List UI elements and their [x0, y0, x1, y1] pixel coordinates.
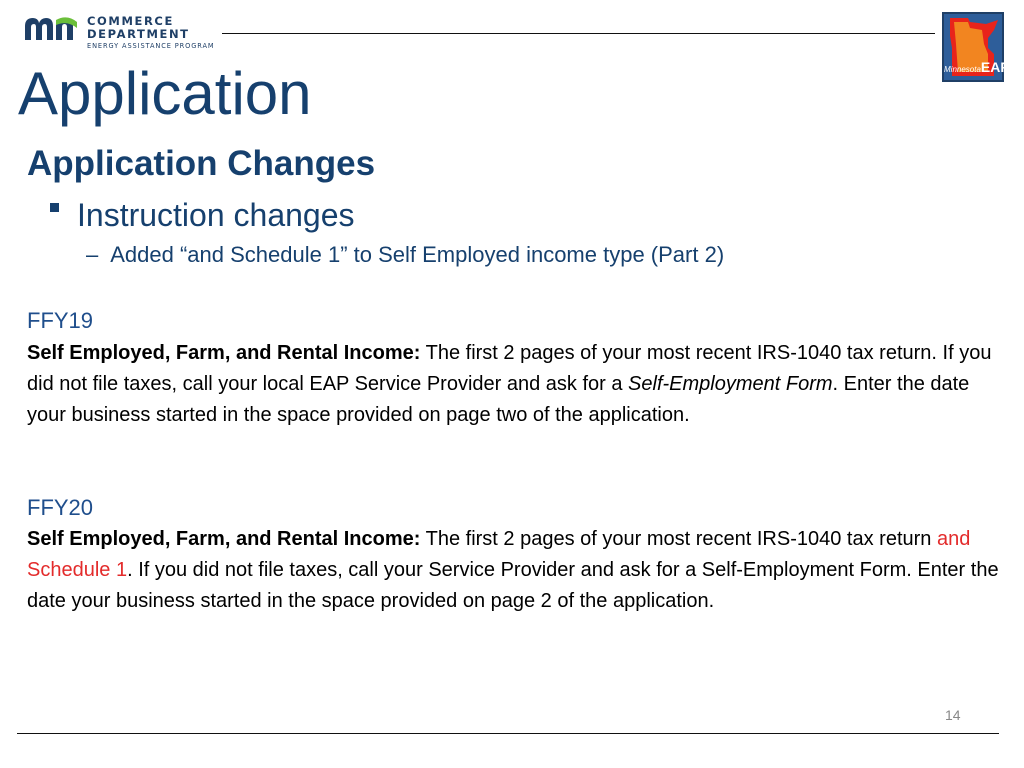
ffy19-paragraph [27, 338, 1002, 431]
ffy20-text-1: The first 2 pages of your most recent IRS-1040 tax return [420, 528, 937, 550]
logo-line-department: DEPARTMENT [87, 27, 190, 41]
ffy20-text-2: . If you did not file taxes, call your Service Provider and ask for a Self-Employment Form. Enter the date your business started in the space provided on page 2 of the application. [27, 559, 999, 612]
ffy20-paragraph [27, 524, 1002, 617]
commerce-department-logo [23, 14, 223, 54]
ffy19-text-1: The first 2 pages of your most recent IRS-1040 tax return. If you did not file taxes, call your local EAP Service Provider and ask for a [27, 342, 992, 395]
page-number: 14 [945, 707, 961, 723]
sub-bullet-schedule [86, 240, 724, 270]
mn-logo-icon [23, 16, 79, 42]
ffy19-italic-form: Self-Employment Form [628, 373, 833, 395]
logo-line-commerce: COMMERCE [87, 14, 174, 28]
sub-bullet-schedule-text: Added “and Schedule 1” to Self Employed income type (Part 2) [110, 242, 725, 267]
slide-title: Application [18, 60, 312, 127]
bullet-instruction-changes-text: Instruction changes [77, 197, 355, 233]
badge-big-text: EAP [980, 59, 1010, 75]
minnesota-eap-badge [942, 12, 1010, 82]
badge-label [944, 59, 1010, 77]
ffy20-bold-heading: Self Employed, Farm, and Rental Income: [27, 528, 421, 550]
ffy19-bold-heading: Self Employed, Farm, and Rental Income: [27, 342, 421, 364]
ffy20-highlight-schedule: and Schedule 1 [27, 528, 971, 581]
badge-small-text: Minnesota [944, 65, 981, 74]
header-divider [222, 33, 935, 34]
dash-bullet-icon: – [86, 242, 99, 267]
square-bullet-icon [50, 203, 59, 212]
footer-divider [17, 733, 999, 734]
ffy20-label: FFY20 [27, 495, 94, 520]
ffy19-text-2: . Enter the date your business started in the space provided on page two of the application. [27, 373, 970, 426]
slide-subtitle: Application Changes [27, 144, 376, 183]
ffy19-label: FFY19 [27, 308, 94, 333]
logo-line-program: ENERGY ASSISTANCE PROGRAM [87, 42, 215, 50]
bullet-instruction-changes [50, 195, 355, 235]
